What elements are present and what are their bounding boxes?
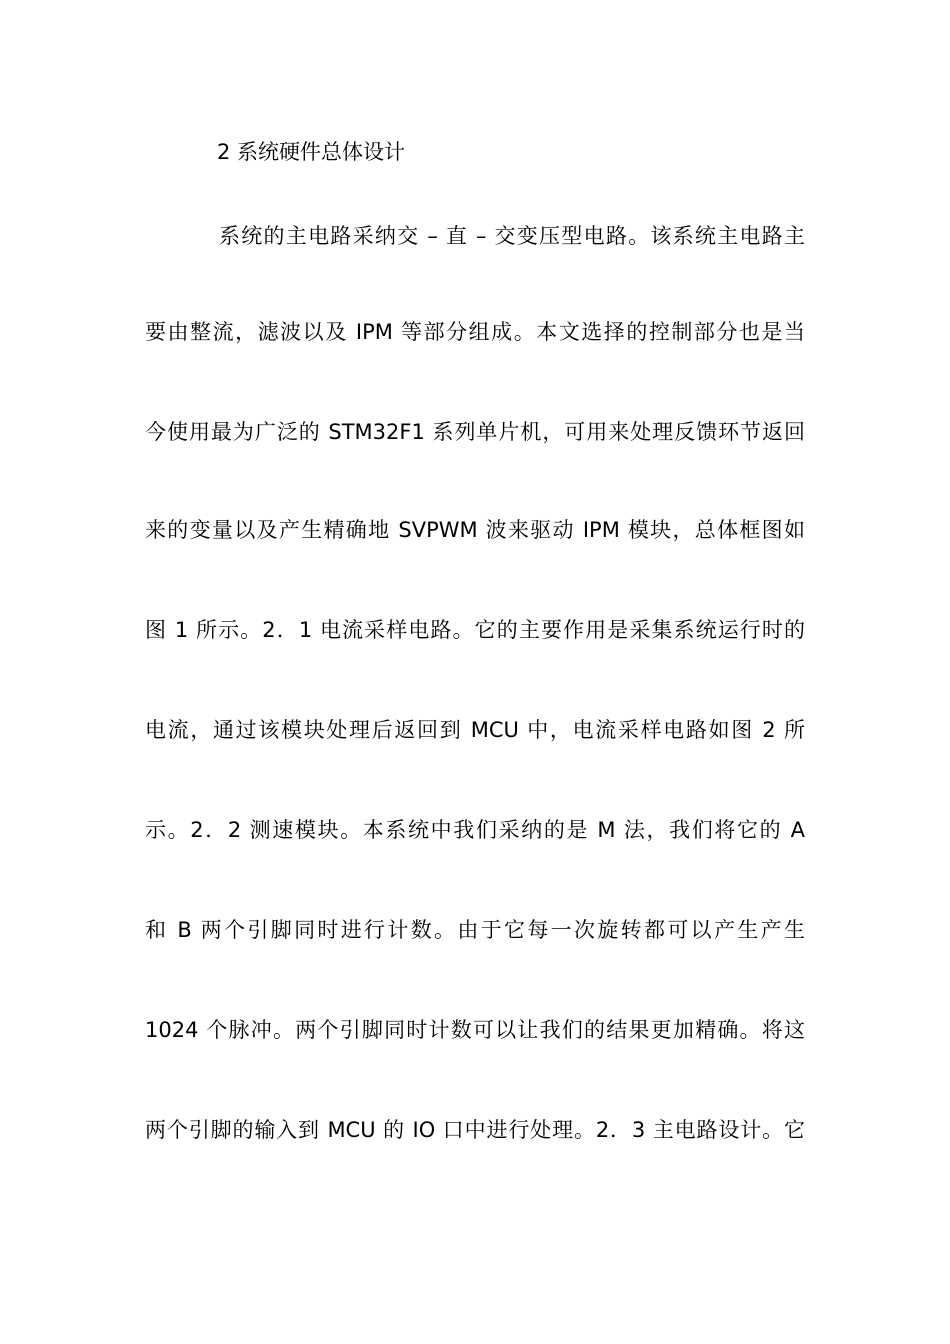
paragraph-line: 示。2．2 测速模块。本系统中我们采纳的是 M 法，我们将它的 A	[145, 818, 805, 842]
paragraph-line: 和 B 两个引脚同时进行计数。由于它每一次旋转都可以产生产生	[145, 918, 805, 942]
paragraph-line: 来的变量以及产生精确地 SVPWM 波来驱动 IPM 模块，总体框图如	[145, 518, 805, 542]
paragraph-line: 要由整流，滤波以及 IPM 等部分组成。本文选择的控制部分也是当	[145, 320, 805, 344]
paragraph-line: 图 1 所示。2．1 电流采样电路。它的主要作用是采集系统运行时的	[145, 618, 805, 642]
paragraph-line: 两个引脚的输入到 MCU 的 IO 口中进行处理。2．3 主电路设计。它	[145, 1118, 805, 1142]
paragraph-line: 1024 个脉冲。两个引脚同时计数可以让我们的结果更加精确。将这	[145, 1018, 805, 1042]
section-heading: 2 系统硬件总体设计	[217, 140, 406, 164]
paragraph-line: 系统的主电路采纳交 – 直 – 交变压型电路。该系统主电路主	[219, 224, 805, 248]
paragraph-line: 今使用最为广泛的 STM32F1 系列单片机，可用来处理反馈环节返回	[145, 420, 805, 444]
paragraph-line: 电流，通过该模块处理后返回到 MCU 中，电流采样电路如图 2 所	[145, 718, 805, 742]
